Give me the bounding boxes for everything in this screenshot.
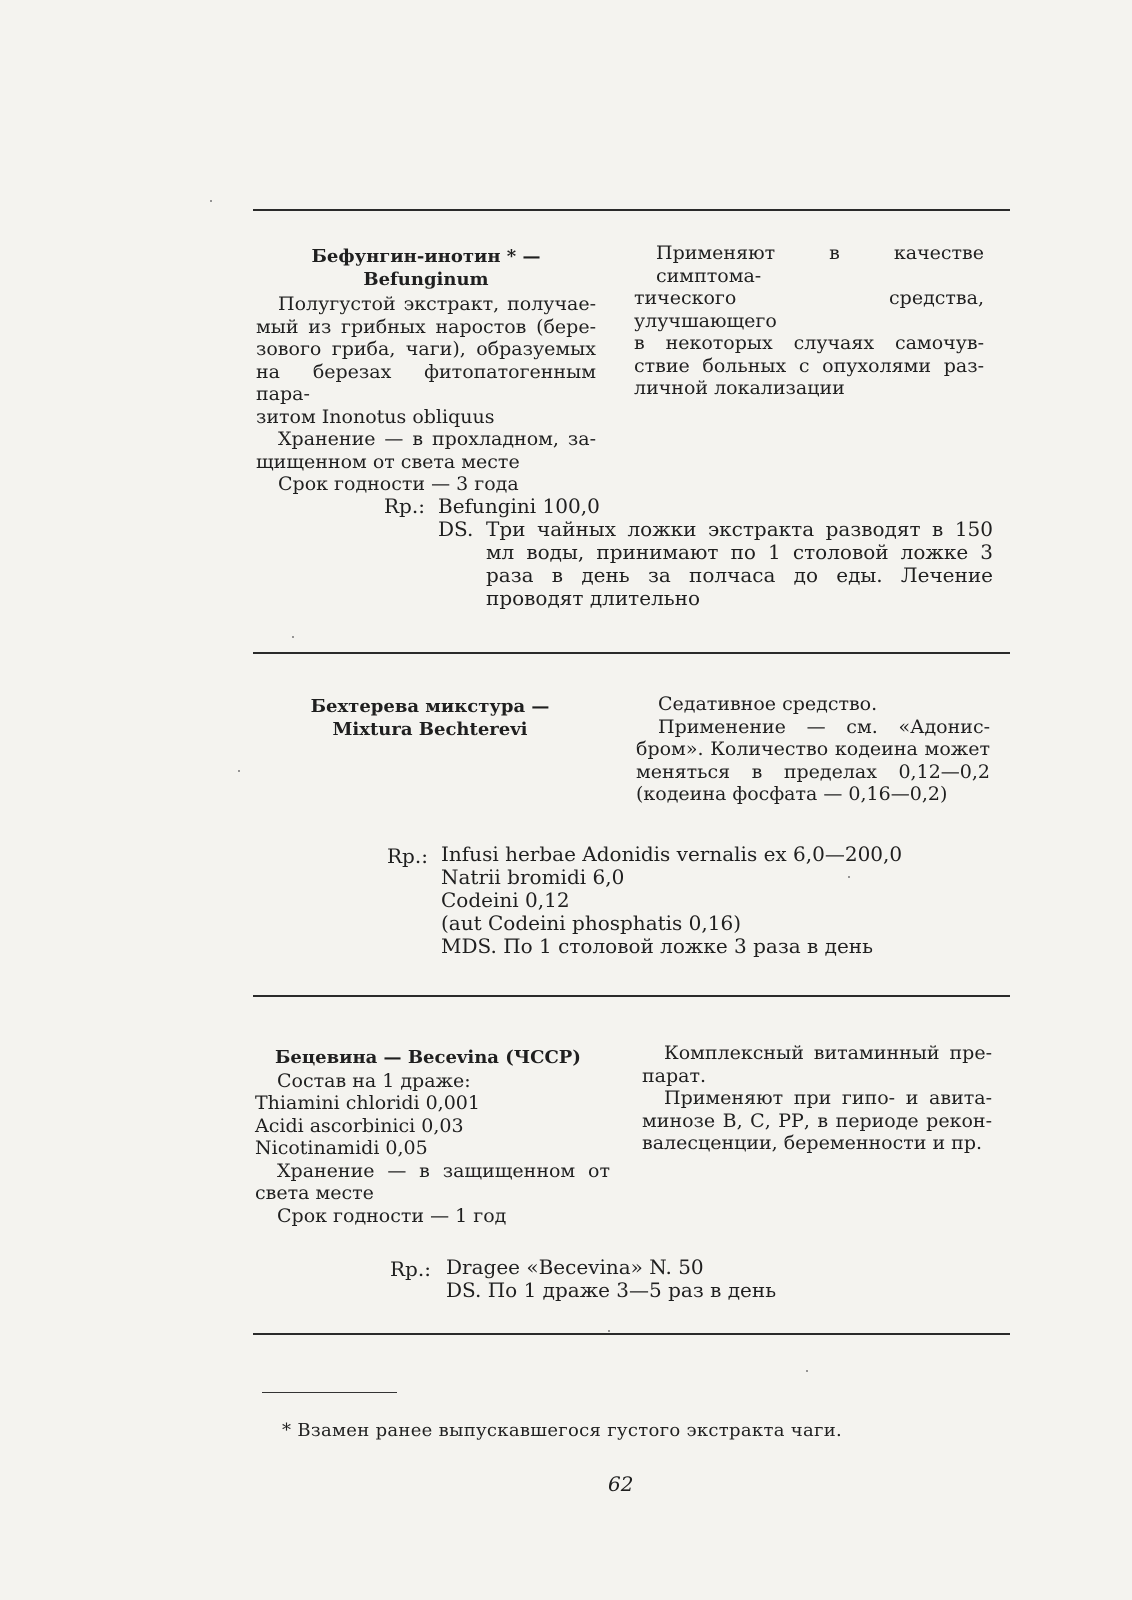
composition-line: Thiamini chloridi 0,001 [255, 1092, 480, 1114]
recipe-line: Infusi herbae Adonidis vernalis ex 6,0—200,0 [441, 842, 903, 866]
separator-rule [253, 995, 1010, 997]
entry-title-lat: Mixtura Bechterevi [332, 718, 528, 740]
usage-line: валесценции, беременности и пр. [642, 1132, 983, 1154]
recipe-line: Natrii bromidi 6,0 [441, 865, 625, 889]
entry-title-ru: Бехтерева микстура — [310, 696, 550, 717]
usage-line: меняться в пределах 0,12—0,2 [636, 760, 990, 783]
recipe-line: MDS. По 1 столовой ложке 3 раза в день [441, 934, 874, 958]
storage-line: света месте [255, 1182, 374, 1204]
footnote-rule [262, 1392, 397, 1393]
usage-line: ствие больных с опухолями раз- [634, 354, 984, 377]
description-line: зового гриба, чаги), образуемых [256, 338, 596, 360]
usage-line: бром». Количество кодеина может [636, 738, 990, 760]
usage-line: (кодеина фосфата — 0,16—0,2) [636, 783, 948, 805]
scan-speck [210, 200, 212, 202]
storage-line: Хранение — в защищенном от [277, 1159, 610, 1182]
usage-line: Комплексный витаминный пре- [664, 1042, 992, 1064]
recipe-label: Rp.: [390, 1257, 431, 1281]
usage-line: Применяют при гипо- и авита- [664, 1087, 992, 1109]
entry-bechterevi-left [300, 696, 560, 741]
usage-line: в некоторых случаях самочув- [634, 332, 984, 354]
composition-line: Acidi ascorbinici 0,03 [255, 1114, 464, 1137]
usage-line: парат. [642, 1064, 707, 1087]
storage-line: Хранение — в прохладном, за- [278, 428, 596, 450]
separator-rule [253, 1333, 1010, 1335]
storage-line: щищенном от света месте [256, 450, 520, 473]
recipe-befunginum [438, 495, 993, 610]
description-line: Полугустой экстракт, получае- [278, 293, 596, 315]
entry-title-lat: Becevina (ЧССР) [407, 1047, 581, 1068]
recipe-line: (aut Codeini phosphatis 0,16) [441, 911, 741, 935]
entry-title-lat: Befunginum [363, 268, 489, 290]
page-number: 62 [608, 1472, 634, 1496]
entry-title-ru: Бефунгин-инотин * — [311, 246, 541, 267]
recipe-label: Rp.: [387, 844, 428, 868]
usage-line: минозе В, С, РР, в периоде рекон- [642, 1109, 992, 1132]
recipe-line: DS. По 1 драже 3—5 раз в день [446, 1278, 777, 1302]
entry-becevina-right [642, 1042, 992, 1155]
scan-speck [848, 876, 850, 878]
entry-title [255, 1046, 610, 1070]
shelf-life: Срок годности — 1 год [277, 1204, 507, 1227]
scan-speck [292, 636, 294, 638]
ds-text: Три чайных ложки экстракта разводят в 150 мл воды, принимают по 1 столовой ложке 3 раза в день за полчаса до еды. Лечение проводят длительно [486, 517, 993, 610]
recipe-line: Befungini 100,0 [438, 494, 600, 518]
usage-line: Применяют в качестве симптома- [656, 242, 984, 287]
recipe-label: Rp.: [384, 494, 425, 518]
recipe-ds [438, 518, 993, 610]
separator-rule [253, 652, 1010, 654]
recipe-bechterevi [441, 843, 961, 958]
description-line: на березах фитопатогенным пара- [256, 360, 596, 405]
entry-befunginum-left [256, 246, 596, 496]
scan-speck [806, 1370, 808, 1372]
ds-tag: DS. [438, 517, 474, 541]
usage-line: личной локализации [634, 377, 845, 399]
entry-becevina-left [255, 1046, 610, 1227]
description-line: зитом Inonotus obliquus [256, 405, 495, 428]
composition-line: Nicotinamidi 0,05 [255, 1137, 428, 1159]
entry-title-ru: Бецевина — [275, 1047, 408, 1068]
recipe-line: Codeini 0,12 [441, 888, 570, 912]
separator-rule [253, 209, 1010, 211]
scan-speck [608, 1330, 610, 1332]
composition-line: Состав на 1 драже: [277, 1069, 471, 1092]
recipe-becevina [446, 1256, 866, 1302]
usage-line: тического средства, улучшающего [634, 287, 984, 332]
entry-befunginum-right [634, 242, 984, 400]
usage-line: Применение — см. «Адонис- [658, 715, 990, 738]
scan-speck [238, 770, 240, 772]
recipe-line: Dragee «Becevina» N. 50 [446, 1255, 704, 1279]
description-line: мый из грибных наростов (бере- [256, 315, 596, 338]
entry-bechterevi-right [636, 693, 990, 806]
footnote: * Взамен ранее выпускавшегося густого экстракта чаги. [282, 1420, 843, 1441]
usage-line: Седативное средство. [658, 693, 878, 715]
shelf-life: Срок годности — 3 года [278, 473, 519, 495]
